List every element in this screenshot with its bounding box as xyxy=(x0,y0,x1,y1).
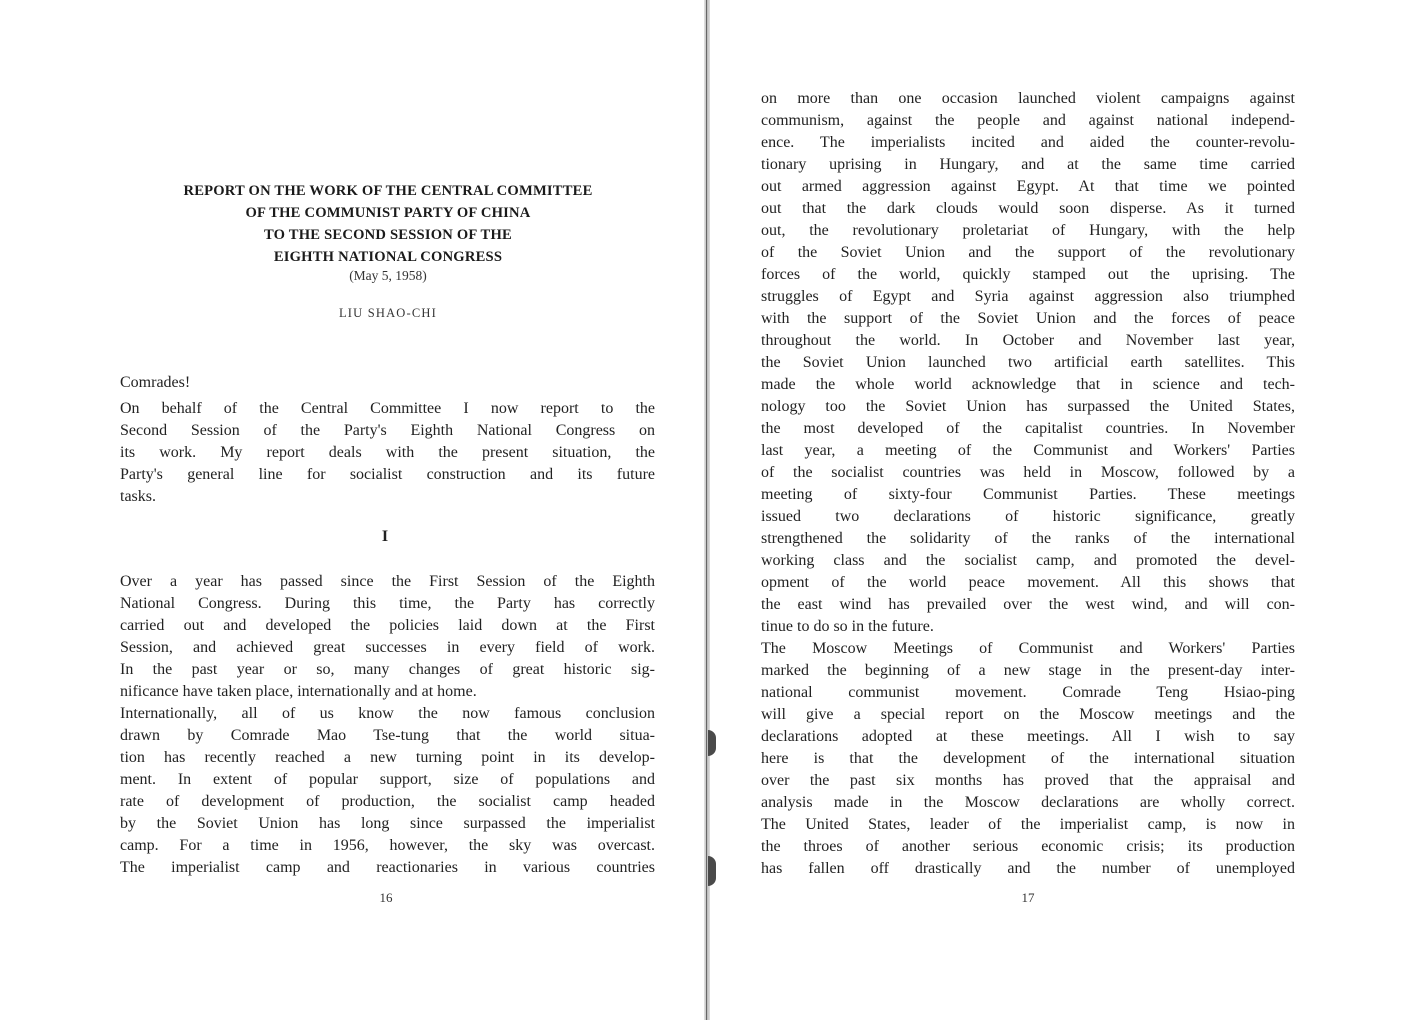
text-line: National Congress. During this time, the Party has correctly xyxy=(120,595,655,612)
text-line: drawn by Comrade Mao Tse-tung that the world situa- xyxy=(120,727,655,744)
text-line: tasks. xyxy=(120,488,156,505)
text-line: throughout the world. In October and November last year, xyxy=(761,332,1295,349)
text-line: meeting of sixty-four Communist Parties. These meetings xyxy=(761,486,1295,503)
text-line: nificance have taken place, internationally and at home. xyxy=(120,683,477,700)
text-line: here is that the development of the international situation xyxy=(761,750,1295,767)
gutter-line xyxy=(706,0,707,1020)
text-line: out that the dark clouds would soon disperse. As it turned xyxy=(761,200,1295,217)
text-line: Second Session of the Party's Eighth National Congress on xyxy=(120,422,655,439)
title-line: TO THE SECOND SESSION OF THE xyxy=(264,227,512,243)
text-line: will give a special report on the Moscow meetings and the xyxy=(761,706,1295,723)
text-line: declarations adopted at these meetings. All I wish to say xyxy=(761,728,1295,745)
text-line: over the past six months has proved that the appraisal and xyxy=(761,772,1295,789)
report-date: (May 5, 1958) xyxy=(349,268,427,283)
text-line: by the Soviet Union has long since surpassed the imperialist xyxy=(120,815,655,832)
title-line: OF THE COMMUNIST PARTY OF CHINA xyxy=(245,205,531,221)
text-line: the throes of another serious economic crisis; its production xyxy=(761,838,1295,855)
text-line: Over a year has passed since the First Session of the Eighth xyxy=(120,573,655,590)
text-line: forces of the world, quickly stamped out the uprising. The xyxy=(761,266,1295,283)
title-line: EIGHTH NATIONAL CONGRESS xyxy=(273,249,503,265)
text-line: opment of the world peace movement. All this shows that xyxy=(761,574,1295,591)
report-title xyxy=(110,180,666,268)
text-line: Session, and achieved great successes in every field of work. xyxy=(120,639,655,656)
right-page xyxy=(710,0,1408,1020)
text-line: out armed aggression against Egypt. At that time we pointed xyxy=(761,178,1295,195)
text-line: strengthened the solidarity of the ranks of the international xyxy=(761,530,1295,547)
salutation: Comrades! xyxy=(120,374,191,391)
text-line: In the past year or so, many changes of great historic sig- xyxy=(120,661,655,678)
intro-paragraph xyxy=(120,398,655,508)
text-line: out, the revolutionary proletariat of Hungary, with the help xyxy=(761,222,1295,239)
text-line: struggles of Egypt and Syria against aggression also triumphed xyxy=(761,288,1295,305)
text-line: On behalf of the Central Committee I now report to the xyxy=(120,400,655,417)
author-name: LIU SHAO-CHI xyxy=(338,306,438,320)
text-line: rate of development of production, the socialist camp headed xyxy=(120,793,655,810)
text-line: ment. In extent of popular support, size of populations and xyxy=(120,771,655,788)
text-line: ence. The imperialists incited and aided the counter-revolu- xyxy=(761,134,1295,151)
text-line: national communist movement. Comrade Teng Hsiao-ping xyxy=(761,684,1295,701)
section-numeral: I xyxy=(381,528,389,545)
text-line: Party's general line for socialist construction and its future xyxy=(120,466,655,483)
title-line: REPORT ON THE WORK OF THE CENTRAL COMMITTEE xyxy=(183,183,593,199)
text-line: Internationally, all of us know the now famous conclusion xyxy=(120,705,655,722)
text-line: camp. For a time in 1956, however, the sky was overcast. xyxy=(120,837,655,854)
text-line: issued two declarations of historic significance, greatly xyxy=(761,508,1295,525)
text-line: The imperialist camp and reactionaries in various countries xyxy=(120,859,655,876)
text-line: with the support of the Soviet Union and the forces of peace xyxy=(761,310,1295,327)
text-line: The United States, leader of the imperialist camp, is now in xyxy=(761,816,1295,833)
section-body xyxy=(120,571,655,879)
text-line: the most developed of the capitalist countries. In November xyxy=(761,420,1295,437)
text-line: communism, against the people and against national independ- xyxy=(761,112,1295,129)
text-line: of the Soviet Union and the support of the revolutionary xyxy=(761,244,1295,261)
text-line: on more than one occasion launched violent campaigns against xyxy=(761,90,1295,107)
text-line: tinue to do so in the future. xyxy=(761,618,934,635)
right-body xyxy=(761,88,1295,880)
text-line: tionary uprising in Hungary, and at the same time carried xyxy=(761,156,1295,173)
text-line: nology too the Soviet Union has surpassed the United States, xyxy=(761,398,1295,415)
text-line: made the whole world acknowledge that in science and tech- xyxy=(761,376,1295,393)
text-line: analysis made in the Moscow declarations are wholly correct. xyxy=(761,794,1295,811)
text-line: carried out and developed the policies laid down at the First xyxy=(120,617,655,634)
text-line: the Soviet Union launched two artificial earth satellites. This xyxy=(761,354,1295,371)
page-number: 16 xyxy=(379,890,393,905)
page-number: 17 xyxy=(1021,890,1035,905)
text-line: of the socialist countries was held in Moscow, followed by a xyxy=(761,464,1295,481)
text-line: the east wind has prevailed over the west wind, and will con- xyxy=(761,596,1295,613)
text-line: The Moscow Meetings of Communist and Workers' Parties xyxy=(761,640,1295,657)
text-line: marked the beginning of a new stage in the present-day inter- xyxy=(761,662,1295,679)
text-line: last year, a meeting of the Communist and Workers' Parties xyxy=(761,442,1295,459)
text-line: working class and the socialist camp, and promoted the devel- xyxy=(761,552,1295,569)
text-line: tion has recently reached a new turning point in its develop- xyxy=(120,749,655,766)
text-line: its work. My report deals with the present situation, the xyxy=(120,444,655,461)
text-line: has fallen off drastically and the number of unemployed xyxy=(761,860,1295,877)
